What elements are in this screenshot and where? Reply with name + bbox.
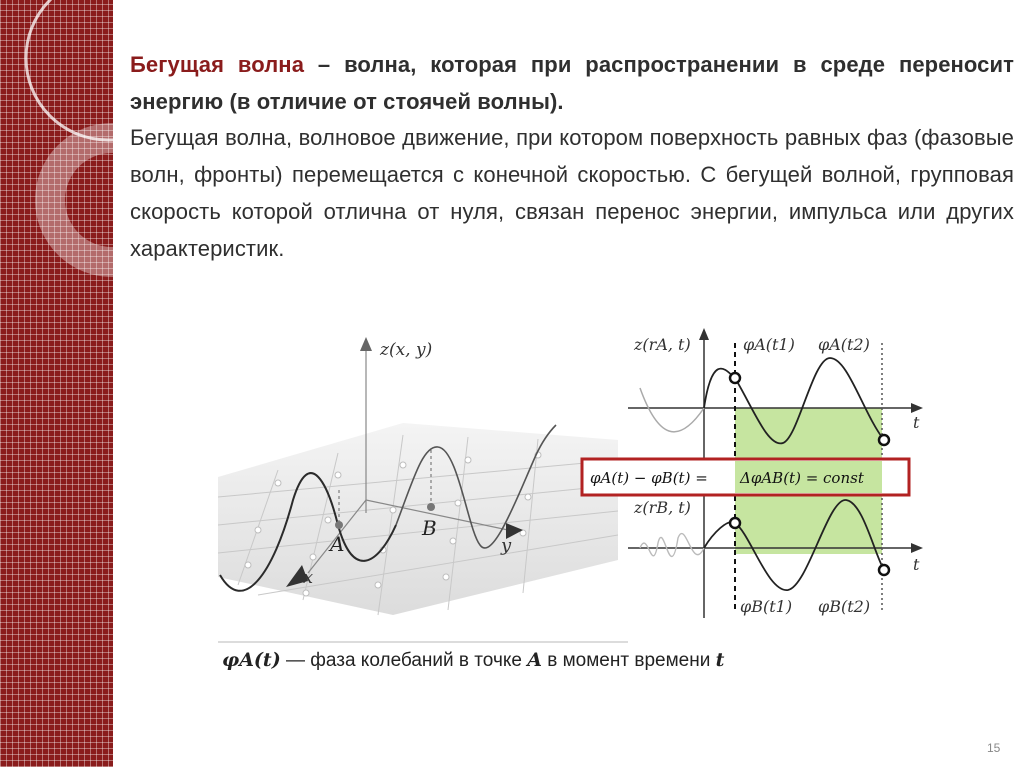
caption-point: A	[527, 649, 542, 671]
top-wave-past	[640, 388, 704, 432]
decorative-circles	[0, 0, 113, 767]
bottom-time-axis-arrow	[911, 543, 923, 553]
equation-left: φA(t) − φB(t) =	[590, 469, 708, 487]
definition-term: Бегущая волна	[130, 52, 305, 77]
wave-3d-figure	[218, 325, 618, 635]
marker-a-t2	[879, 435, 889, 445]
z-axis-label: z(x, y)	[380, 340, 433, 360]
point-b-marker	[427, 503, 435, 511]
caption-symbol: φA(t)	[222, 649, 281, 671]
marker-a-t1	[730, 373, 740, 383]
description-paragraph: Бегущая волна, волновое движение, при котором поверхность равных фаз (фазовые волн, фронты) перемещается с конечной скоростью. С бегущей волной, групповая скорость которой отлична от нуля, связан перенос энергии, импульса или других характеристик.	[130, 125, 1014, 261]
slide-text	[130, 46, 1014, 267]
phi-a-t2-label: φA(t2)	[818, 335, 870, 354]
y-axis-label: y	[501, 535, 512, 556]
top-time-axis-arrow	[911, 403, 923, 413]
page-number: 15	[987, 741, 1001, 755]
phi-b-t2-label: φB(t2)	[818, 597, 871, 616]
figure-caption	[222, 649, 724, 672]
definition-text: – волна, которая при распространении в среде переносит энергию (в отличие от стоячей волны).	[130, 52, 1015, 114]
definition-paragraph	[130, 46, 1014, 120]
top-axis-label: z(rA, t)	[634, 335, 691, 354]
point-b-label: B	[422, 516, 437, 540]
bottom-wave-past	[640, 534, 704, 557]
equation-right: ΔφAB(t) = const	[740, 469, 864, 487]
bottom-axis-label: z(rB, t)	[634, 498, 691, 517]
caption-text-2: в момент времени	[541, 650, 716, 671]
bottom-t-label: t	[913, 555, 920, 574]
caption-time: t	[715, 649, 725, 671]
top-t-label: t	[913, 413, 920, 432]
caption-text: — фаза колебаний в точке	[280, 650, 528, 671]
phi-b-t1-label: φB(t1)	[740, 597, 793, 616]
vertical-axis-arrow	[699, 328, 709, 340]
phi-a-t1-label: φA(t1)	[743, 335, 795, 354]
z-axis-arrow	[360, 337, 372, 351]
figure-separator	[218, 640, 628, 644]
marker-b-t2	[879, 565, 889, 575]
phase-figure	[578, 328, 928, 628]
marker-b-t1	[730, 518, 740, 528]
point-a-label: A	[330, 532, 345, 556]
point-a-marker	[335, 521, 343, 529]
x-axis-label: x	[303, 567, 314, 588]
decorative-sidebar	[0, 0, 113, 767]
